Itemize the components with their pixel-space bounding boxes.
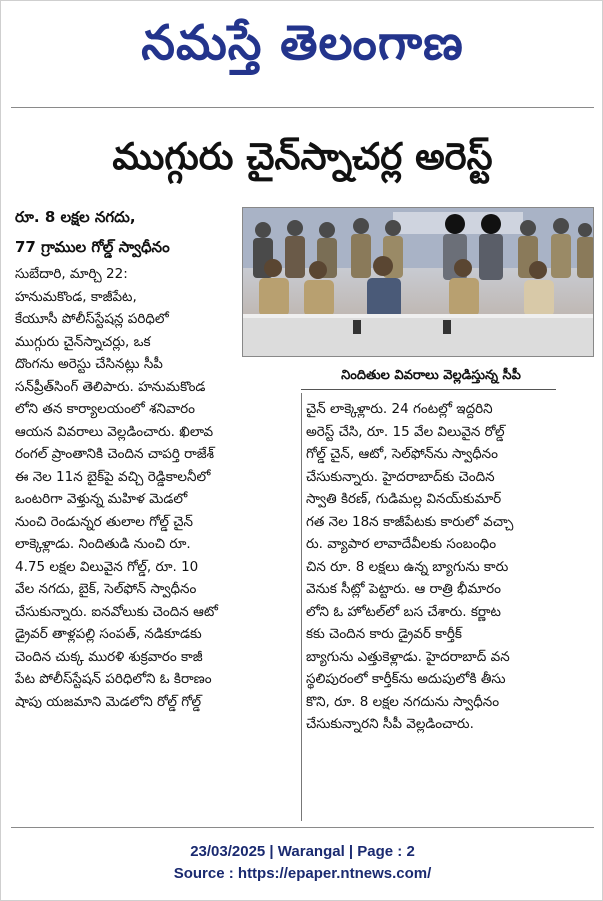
body-line: ముగ్గురు చైన్‌స్నాచర్లు, ఒక bbox=[15, 333, 151, 350]
body-line: లోని తన కార్యాలయంలో శనివారం bbox=[15, 401, 195, 417]
edition-line: 23/03/2025 | Warangal | Page : 2 bbox=[190, 843, 415, 860]
body-line: వెనుక సీట్లో పెట్టారు. ఆ రాత్రి భీమారం bbox=[306, 581, 501, 597]
body-line: షాపు యజమాని మెడలోని రోల్డ్ గోల్డ్ bbox=[15, 693, 202, 710]
caption-underline bbox=[301, 389, 556, 390]
body-line: బ్యాగును ఎత్తుకెళ్లాడు. హైదరాబాద్ వన bbox=[306, 648, 510, 665]
body-line: చేసుకున్నారని సీపీ వెల్లడించారు. bbox=[306, 716, 474, 732]
body-line: కకు చెందిన కారు డ్రైవర్ కార్తీక్ bbox=[306, 626, 462, 642]
column-divider bbox=[301, 393, 302, 821]
subhead-1: రూ. 8 లక్షల నగదు, bbox=[15, 208, 136, 226]
body-line: దొంగను అరెస్టు చేసినట్లు సీపీ bbox=[15, 356, 163, 372]
article-body-right-column bbox=[306, 398, 596, 736]
body-line: ఆయన వివరాలు వెల్లడించారు. ఖిలావ bbox=[15, 423, 214, 440]
body-line: ఒంటరిగా వెళ్తున్న మహిళ మెడలో bbox=[15, 491, 188, 507]
body-line: డ్రైవర్ తాళ్లపల్లి సంపత్, నడికూడకు bbox=[15, 626, 202, 642]
body-line: హనుమకొండ, కాజీపేట, bbox=[15, 288, 137, 305]
source-link[interactable]: Source : https://epaper.ntnews.com/ bbox=[173, 865, 432, 882]
masthead-divider bbox=[11, 107, 594, 108]
body-line: చెందిన చుక్క మురళి శుక్రవారం కాజీ bbox=[15, 648, 203, 665]
body-line: నుంచి రెండున్నర తులాల గోల్డ్ చైన్ bbox=[15, 513, 193, 530]
body-line: రు. వ్యాపార లావాదేవీలకు సంబంధిం bbox=[306, 536, 497, 552]
article-body-left-column bbox=[15, 263, 301, 713]
body-line: చైన్ లాక్కెళ్లారు. 24 గంటల్లో ఇద్దరిని bbox=[306, 401, 493, 417]
body-line: స్వాతి కిరణ్, గుడిమల్ల వినయ్‌కుమార్ bbox=[306, 491, 502, 507]
body-line: రంగల్ ప్రాంతానికి చెందిన చాపర్తి రాజేశ్ bbox=[15, 446, 215, 462]
body-line: 4.75 లక్షల విలువైన గోల్డ్, రూ. 10 bbox=[15, 558, 199, 575]
body-line: కొని, రూ. 8 లక్షల నగదును స్వాధీనం bbox=[306, 693, 500, 710]
body-line: లోని ఓ హోటల్‌లో బస చేశారు. కర్ణాట bbox=[306, 603, 501, 620]
body-line: సుబేదారి, మార్చి 22: bbox=[15, 266, 128, 282]
subhead-2: 77 గ్రాముల గోల్డ్ స్వాధీనం bbox=[15, 238, 170, 256]
body-line: చిన రూ. 8 లక్షలు ఉన్న బ్యాగును కారు bbox=[306, 558, 509, 575]
article-headline: ముగ్గురు చైన్‌స్నాచర్ల అరెస్ట్ bbox=[112, 135, 493, 178]
body-line: ఈ నెల 11న బైక్‌పై వచ్చి రెడ్డికాలనీలో bbox=[15, 468, 211, 485]
body-line: పేట పోలీస్‌స్టేషన్ పరిధిలోని ఓ కిరాణం bbox=[15, 671, 212, 687]
body-line: సన్‌ప్రీత్‌సింగ్ తెలిపారు. హనుమకొండ bbox=[15, 378, 206, 395]
body-line: స్థలిపురంలో కార్తీక్‌ను అదుపులోకి తీసు bbox=[306, 671, 506, 687]
body-line: చేసుకున్నారు. ఐనవోలుకు చెందిన ఆటో bbox=[15, 603, 218, 620]
body-line: లాక్కెళ్లాడు. నిందితుడి నుంచి రూ. bbox=[15, 536, 191, 552]
body-line: చేసుకున్నారు. హైదరాబాద్‌కు చెందిన bbox=[306, 468, 495, 485]
masthead bbox=[1, 7, 603, 79]
body-line: గోల్డ్ చైన్, ఆటో, సెల్‌ఫోన్‌ను స్వాధీనం bbox=[306, 446, 498, 462]
body-line: వేల నగదు, బైక్, సెల్‌ఫోన్ స్వాధీనం bbox=[15, 581, 197, 597]
body-line: గత నెల 18న కాజీపేటకు కారులో వచ్చా bbox=[306, 513, 514, 530]
body-line: కేయూసీ పోలీస్‌స్టేషన్ల పరిధిలో bbox=[15, 311, 169, 327]
body-line: అరెస్ట్ చేసి, రూ. 15 వేల విలువైన రోల్డ్ bbox=[306, 423, 505, 440]
newspaper-logo: నమస్తే తెలంగాణ bbox=[141, 15, 464, 71]
photo-caption: నిందితుల వివరాలు వెల్లడిస్తున్న సీపీ bbox=[341, 368, 521, 383]
footer-divider bbox=[11, 827, 594, 828]
